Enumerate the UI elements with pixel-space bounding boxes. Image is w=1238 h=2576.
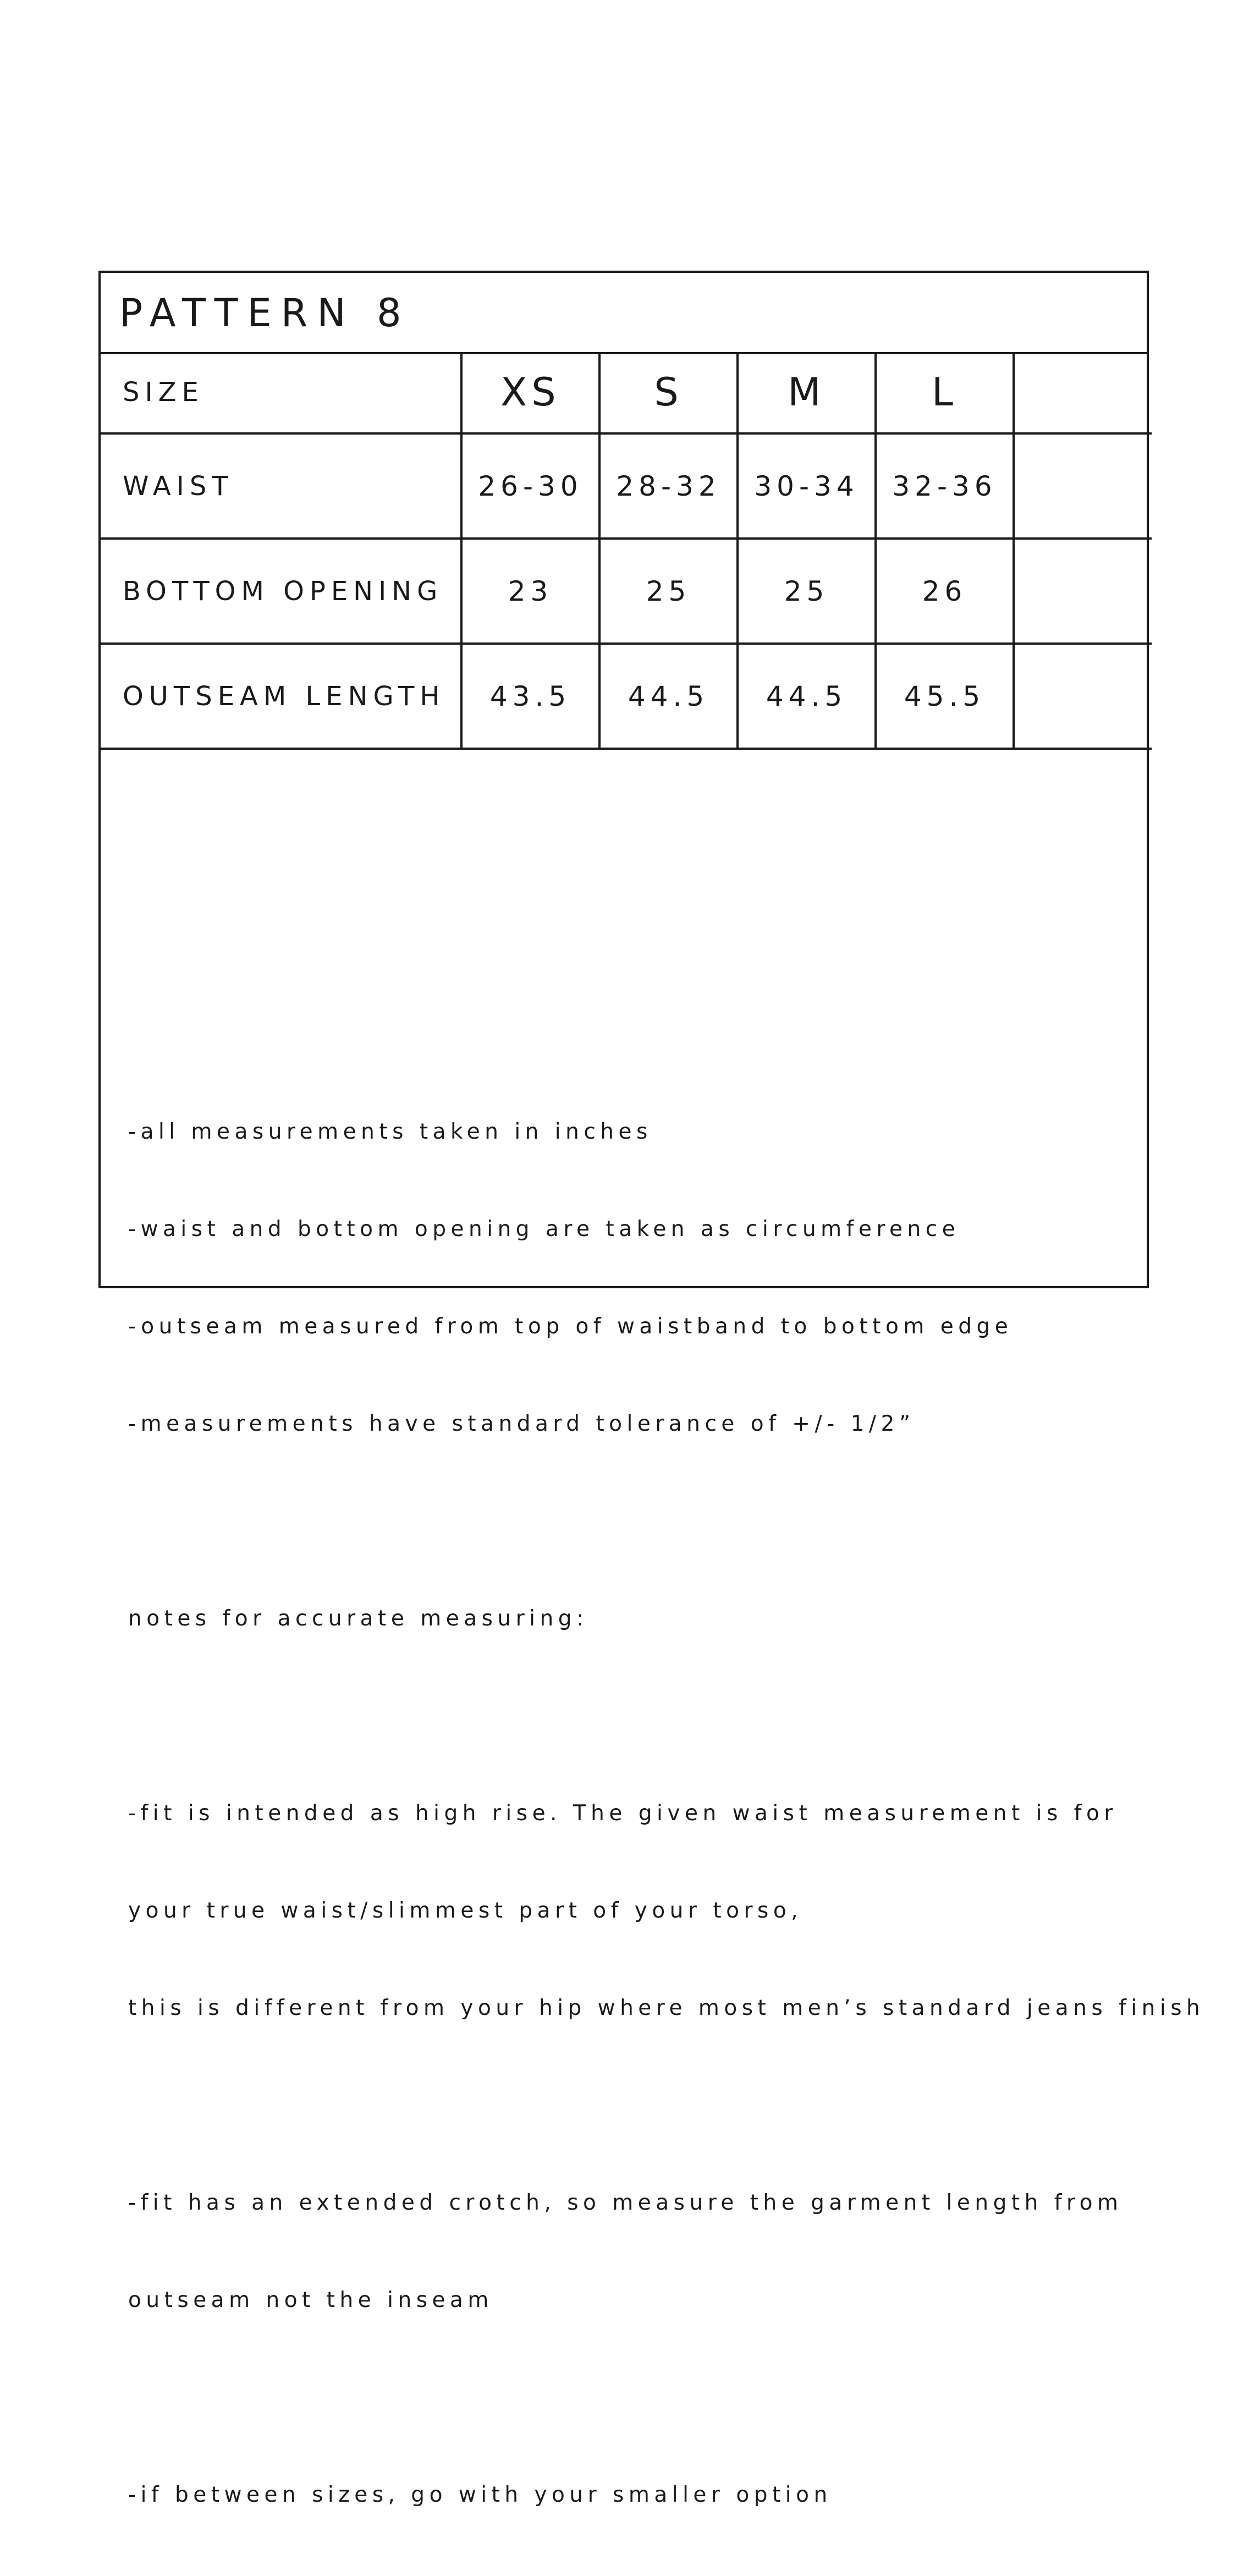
bottom-opening-row [101,539,1152,644]
note-line: -outseam measured from top of waistband to bottom edge [128,1314,1013,1339]
note-line: -all measurements taken in inches [128,1119,652,1144]
size-empty [1014,352,1152,433]
table-cell: 25 [738,539,876,644]
table-cell: 43.5 [461,644,599,749]
note-line: -waist and bottom opening are taken as circumference [128,1217,960,1242]
note-line: this is different from your hip where most men’s standard jeans finish [128,1996,1205,2020]
table-cell: 26 [876,539,1014,644]
title-row [101,273,1147,354]
note-line [128,1505,1140,1537]
size-s: S [599,352,738,433]
note-line: outseam not the inseam [128,2288,493,2313]
table-cell: 45.5 [876,644,1014,749]
size-label: SIZE [101,352,461,433]
note-line [128,2089,1140,2122]
note-line [128,1700,1140,1732]
table-cell: 23 [461,539,599,644]
row-label: WAIST [101,433,461,539]
table-cell: 32-36 [876,433,1014,539]
size-xs: XS [461,352,599,433]
table-cell: 25 [599,539,738,644]
note-line: your true waist/slimmest part of your torso, [128,1898,803,1923]
size-l: L [876,352,1014,433]
size-chart [98,271,1205,2507]
table-cell: 44.5 [738,644,876,749]
chart-title: PATTERN 8 [119,290,411,336]
note-line: -fit has an extended crotch, so measure the garment length from [128,2190,1123,2215]
row-label: BOTTOM OPENING [101,539,461,644]
table-cell: 44.5 [599,644,738,749]
note-line: -if between sizes, go with your smaller option [128,2482,832,2507]
waist-row [101,433,1152,539]
table-cell: 28-32 [599,433,738,539]
note-line: -measurements have standard tolerance of +/- 1/2” [128,1411,915,1436]
table-cell: 30-34 [738,433,876,539]
notes-heading: notes for accurate measuring: [128,1606,588,1631]
table-cell: 26-30 [461,433,599,539]
table-cell [1014,433,1152,539]
notes-section [128,1051,1205,2576]
measurement-table [101,352,1152,750]
table-cell [1014,644,1152,749]
size-m: M [738,352,876,433]
outseam-length-row [101,644,1152,749]
note-line [128,2381,1140,2414]
size-header-row [101,352,1152,433]
row-label: OUTSEAM LENGTH [101,644,461,749]
note-line: -fit is intended as high rise. The given waist measurement is for [128,1801,1118,1826]
table-cell [1014,539,1152,644]
